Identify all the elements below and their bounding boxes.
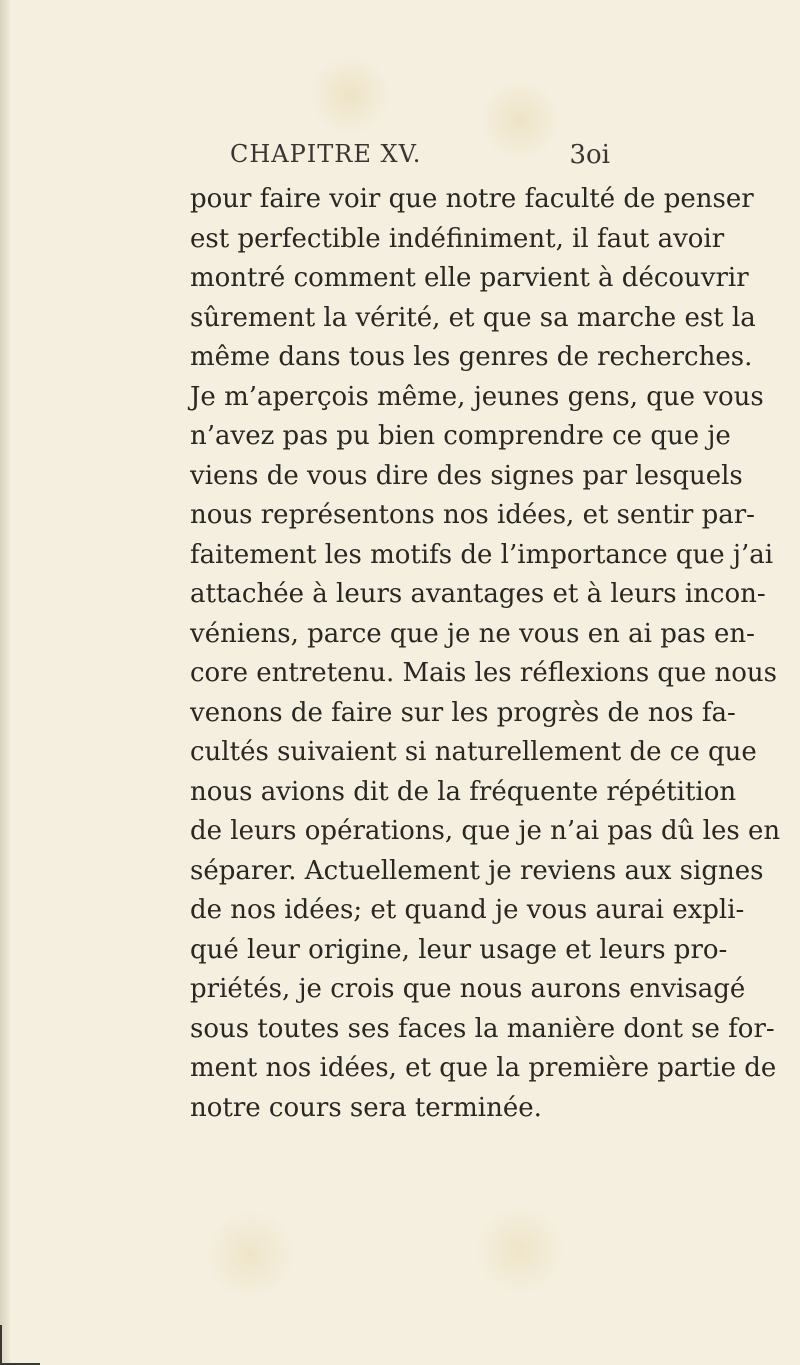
text-line: nous représentons nos idées, et sentir par-	[190, 500, 755, 530]
text-line: même dans tous les genres de recherches.	[190, 342, 753, 372]
text-line: véniens, parce que je ne vous en ai pas en-	[190, 618, 755, 649]
text-line: sûrement la vérité, et que sa marche est la	[190, 302, 756, 333]
running-head: CHAPITRE XV.	[230, 140, 422, 168]
text-line: nous avions dit de la fréquente répétition	[190, 776, 737, 807]
text-line: ment nos idées, et que la première partie de	[190, 1053, 777, 1083]
text-line: montré comment elle parvient à découvrir	[190, 263, 749, 293]
page-number: 3oi	[569, 140, 610, 170]
text-line: notre cours sera terminée.	[190, 1092, 542, 1123]
text-line: est perfectible indéfiniment, il faut avoir	[190, 223, 725, 254]
text-line: venons de faire sur les progrès de nos fa-	[190, 697, 736, 728]
page-header	[230, 140, 610, 176]
corner-mark	[0, 1325, 2, 1365]
text-line: n’avez pas pu bien comprendre ce que je	[190, 421, 731, 451]
text-line: sous toutes ses faces la manière dont se for-	[190, 1013, 775, 1044]
text-line: viens de vous dire des signes par lesquels	[190, 460, 743, 491]
body-text	[190, 180, 781, 1128]
text-line: attachée à leurs avantages et à leurs incon-	[190, 579, 766, 609]
text-line: core entretenu. Mais les réflexions que nous	[190, 658, 777, 688]
text-line: priétés, je crois que nous aurons envisagé	[190, 974, 746, 1004]
text-line: de leurs opérations, que je n’ai pas dû les en	[190, 816, 781, 846]
text-line: cultés suivaient si naturellement de ce que	[190, 737, 757, 767]
text-line: Je m’aperçois même, jeunes gens, que vous	[190, 381, 764, 412]
page-binding-edge	[0, 0, 10, 1365]
text-line: pour faire voir que notre faculté de penser	[190, 184, 754, 214]
text-line: qué leur origine, leur usage et leurs pro-	[190, 934, 728, 965]
text-line: séparer. Actuellement je reviens aux signes	[190, 855, 764, 886]
text-line: faitement les motifs de l’importance que j’ai	[190, 539, 774, 570]
text-line: de nos idées; et quand je vous aurai expli-	[190, 895, 745, 925]
